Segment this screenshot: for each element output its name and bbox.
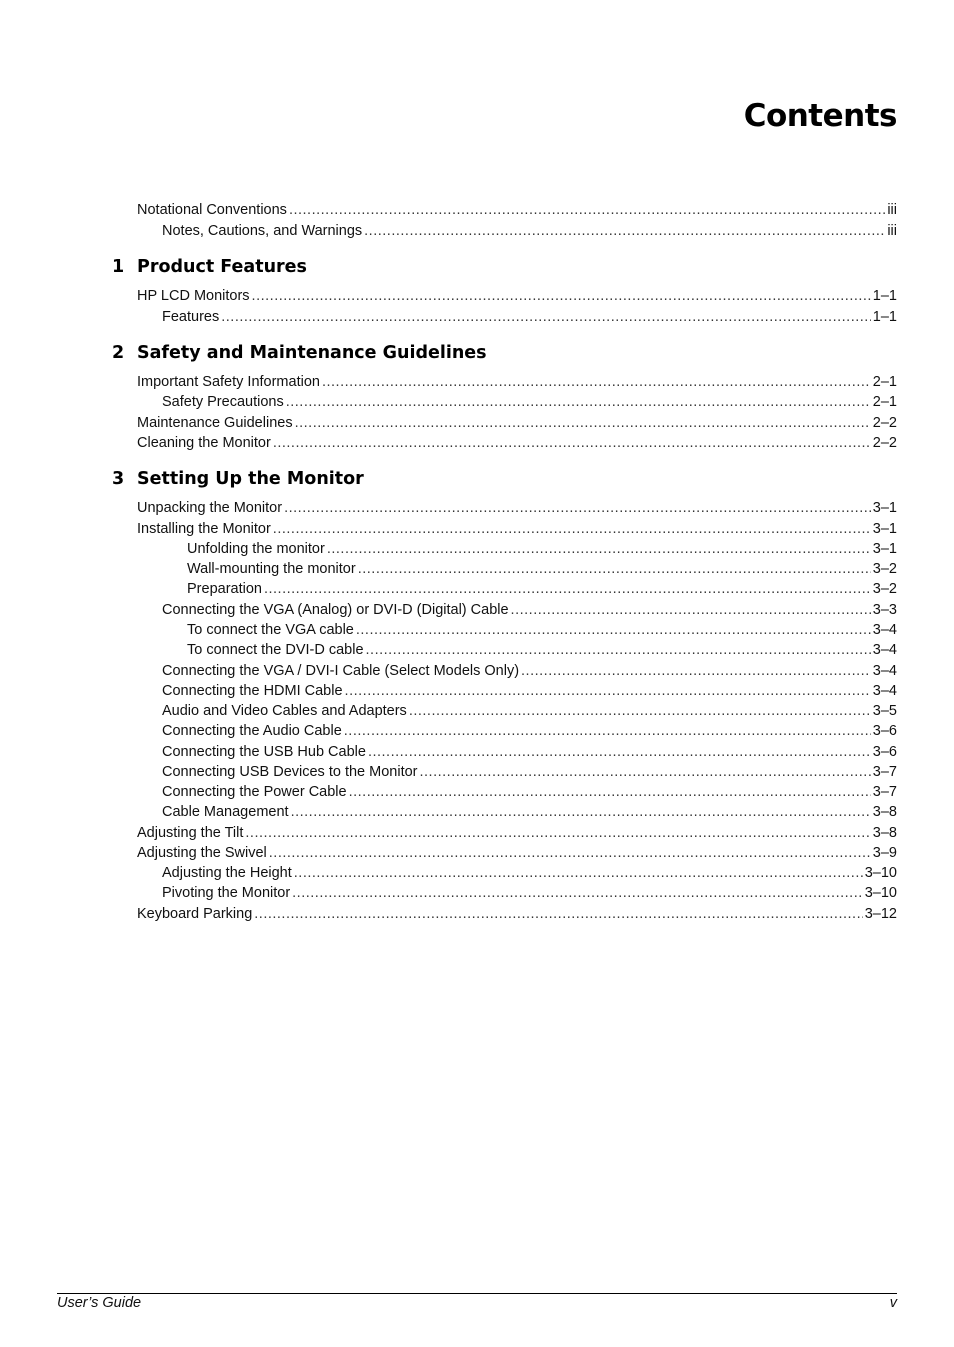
toc-entry[interactable] xyxy=(187,641,897,659)
toc-entry-page: 3–6 xyxy=(872,744,897,760)
toc-entry[interactable] xyxy=(137,414,897,432)
chapter-number: 3 xyxy=(112,469,125,489)
toc-entry-label: Adjusting the Swivel xyxy=(137,845,267,861)
toc-entry-label: Cable Management xyxy=(162,804,289,820)
toc-entry[interactable] xyxy=(162,884,897,902)
dot-leader xyxy=(289,201,885,219)
dot-leader xyxy=(345,682,871,700)
toc-entry-page: 3–1 xyxy=(872,500,897,516)
page-title: Contents xyxy=(743,98,897,134)
dot-leader xyxy=(269,844,871,862)
dot-leader xyxy=(286,393,871,411)
toc-entry-page: 3–12 xyxy=(864,906,897,922)
toc-entry-page: 3–2 xyxy=(872,581,897,597)
dot-leader xyxy=(291,803,871,821)
chapter-number: 1 xyxy=(112,257,125,277)
toc-entry-label: Maintenance Guidelines xyxy=(137,415,293,431)
toc-entry[interactable] xyxy=(137,520,897,538)
chapter-title: Safety and Maintenance Guidelines xyxy=(137,343,487,363)
toc-entry-label: Unpacking the Monitor xyxy=(137,500,283,516)
toc-entry-label: Cleaning the Monitor xyxy=(137,435,271,451)
toc-entry-page: 1–1 xyxy=(872,309,897,325)
toc-entry-page: 3–8 xyxy=(872,825,897,841)
toc-entry-page: 3–10 xyxy=(864,885,897,901)
toc-entry-notes-cautions-warnings[interactable] xyxy=(162,222,897,240)
dot-leader xyxy=(420,763,871,781)
toc-entry-page: 2–2 xyxy=(872,415,897,431)
chapter-title: Product Features xyxy=(137,257,307,277)
chapter-title: Setting Up the Monitor xyxy=(137,469,364,489)
toc-entry[interactable] xyxy=(187,560,897,578)
toc-entry-page: iii xyxy=(887,202,897,218)
dot-leader xyxy=(294,864,863,882)
dot-leader xyxy=(264,580,871,598)
dot-leader xyxy=(273,520,871,538)
toc-entry-page: 3–5 xyxy=(872,703,897,719)
dot-leader xyxy=(511,601,871,619)
toc-entry-page: 3–1 xyxy=(872,541,897,557)
toc-entry-page: 3–6 xyxy=(872,723,897,739)
toc-entry-label: Audio and Video Cables and Adapters xyxy=(162,703,407,719)
dot-leader xyxy=(364,222,885,240)
dot-leader xyxy=(292,884,863,902)
toc-entry[interactable] xyxy=(162,783,897,801)
toc-entry[interactable] xyxy=(137,499,897,517)
dot-leader xyxy=(358,560,871,578)
toc-entry-page: 3–2 xyxy=(872,561,897,577)
dot-leader xyxy=(295,414,871,432)
toc-entry-page: 3–7 xyxy=(872,784,897,800)
toc-entry-page: 3–8 xyxy=(872,804,897,820)
toc-entry-page: 3–3 xyxy=(872,602,897,618)
toc-entry-label: Installing the Monitor xyxy=(137,521,271,537)
toc-entry[interactable] xyxy=(162,743,897,761)
toc-entry-label: Notes, Cautions, and Warnings xyxy=(162,223,363,239)
toc-entry-label: Connecting the Audio Cable xyxy=(162,723,342,739)
chapter-2-heading[interactable] xyxy=(112,343,487,363)
toc-entry-page: iii xyxy=(887,223,897,239)
dot-leader xyxy=(322,373,871,391)
toc-entry-page: 3–4 xyxy=(872,622,897,638)
dot-leader xyxy=(349,783,871,801)
toc-entry-page: 3–7 xyxy=(872,764,897,780)
toc-entry[interactable] xyxy=(187,621,897,639)
toc-entry[interactable] xyxy=(162,682,897,700)
toc-entry-label: To connect the DVI-D cable xyxy=(187,642,364,658)
dot-leader xyxy=(327,540,871,558)
dot-leader xyxy=(521,662,871,680)
toc-entry-page: 3–4 xyxy=(872,683,897,699)
toc-entry[interactable] xyxy=(162,308,897,326)
dot-leader xyxy=(366,641,871,659)
toc-entry-label: Features xyxy=(162,309,220,325)
toc-entry-page: 2–2 xyxy=(872,435,897,451)
toc-entry-label: Important Safety Information xyxy=(137,374,320,390)
toc-entry-label: Connecting the VGA (Analog) or DVI-D (Digital) Cable xyxy=(162,602,509,618)
toc-entry-page: 1–1 xyxy=(872,288,897,304)
dot-leader xyxy=(409,702,871,720)
toc-entry-page: 3–10 xyxy=(864,865,897,881)
toc-entry-page: 2–1 xyxy=(872,394,897,410)
toc-entry-page: 3–9 xyxy=(872,845,897,861)
toc-entry-label: Wall-mounting the monitor xyxy=(187,561,356,577)
toc-entry-label: To connect the VGA cable xyxy=(187,622,354,638)
toc-entry[interactable] xyxy=(137,824,897,842)
toc-entry[interactable] xyxy=(137,905,897,923)
toc-entry-label: Connecting the VGA / DVI-I Cable (Select Models Only) xyxy=(162,663,520,679)
dot-leader xyxy=(356,621,871,639)
toc-entry[interactable] xyxy=(162,763,897,781)
toc-entry-label: Keyboard Parking xyxy=(137,906,253,922)
dot-leader xyxy=(245,824,870,842)
dot-leader xyxy=(344,722,871,740)
dot-leader xyxy=(221,308,871,326)
toc-entry[interactable] xyxy=(187,580,897,598)
chapter-3-heading[interactable] xyxy=(112,469,364,489)
chapter-number: 2 xyxy=(112,343,125,363)
dot-leader xyxy=(254,905,862,923)
toc-entry-label: Connecting the Power Cable xyxy=(162,784,347,800)
toc-entry[interactable] xyxy=(187,540,897,558)
toc-entry-label: Connecting the HDMI Cable xyxy=(162,683,343,699)
toc-entry[interactable] xyxy=(162,803,897,821)
toc-entry-notational-conventions[interactable] xyxy=(137,201,897,219)
toc-entry-page: 3–4 xyxy=(872,642,897,658)
toc-entry[interactable] xyxy=(137,373,897,391)
dot-leader xyxy=(368,743,871,761)
toc-entry-page: 2–1 xyxy=(872,374,897,390)
toc-entry[interactable] xyxy=(137,287,897,305)
toc-entry[interactable] xyxy=(137,434,897,452)
chapter-1-heading[interactable] xyxy=(112,257,307,277)
toc-entry-label: Preparation xyxy=(187,581,262,597)
toc-entry[interactable] xyxy=(162,722,897,740)
footer-document-name: User’s Guide xyxy=(57,1295,142,1311)
toc-entry-page: 3–1 xyxy=(872,521,897,537)
toc-entry[interactable] xyxy=(162,864,897,882)
toc-entry[interactable] xyxy=(162,393,897,411)
toc-entry-label: Safety Precautions xyxy=(162,394,284,410)
footer-rule xyxy=(57,1293,897,1294)
toc-entry-label: Unfolding the monitor xyxy=(187,541,325,557)
footer-page-number: v xyxy=(889,1295,897,1311)
dot-leader xyxy=(284,499,871,517)
toc-entry[interactable] xyxy=(162,601,897,619)
toc-entry-label: Adjusting the Tilt xyxy=(137,825,244,841)
toc-entry-label: Connecting USB Devices to the Monitor xyxy=(162,764,418,780)
toc-entry-label: Connecting the USB Hub Cable xyxy=(162,744,366,760)
toc-entry-label: Pivoting the Monitor xyxy=(162,885,291,901)
toc-entry-label: Notational Conventions xyxy=(137,202,287,218)
dot-leader xyxy=(273,434,871,452)
toc-entry-page: 3–4 xyxy=(872,663,897,679)
toc-entry[interactable] xyxy=(162,702,897,720)
toc-entry-label: Adjusting the Height xyxy=(162,865,292,881)
toc-entry[interactable] xyxy=(162,662,897,680)
toc-entry[interactable] xyxy=(137,844,897,862)
toc-entry-label: HP LCD Monitors xyxy=(137,288,250,304)
dot-leader xyxy=(252,287,871,305)
